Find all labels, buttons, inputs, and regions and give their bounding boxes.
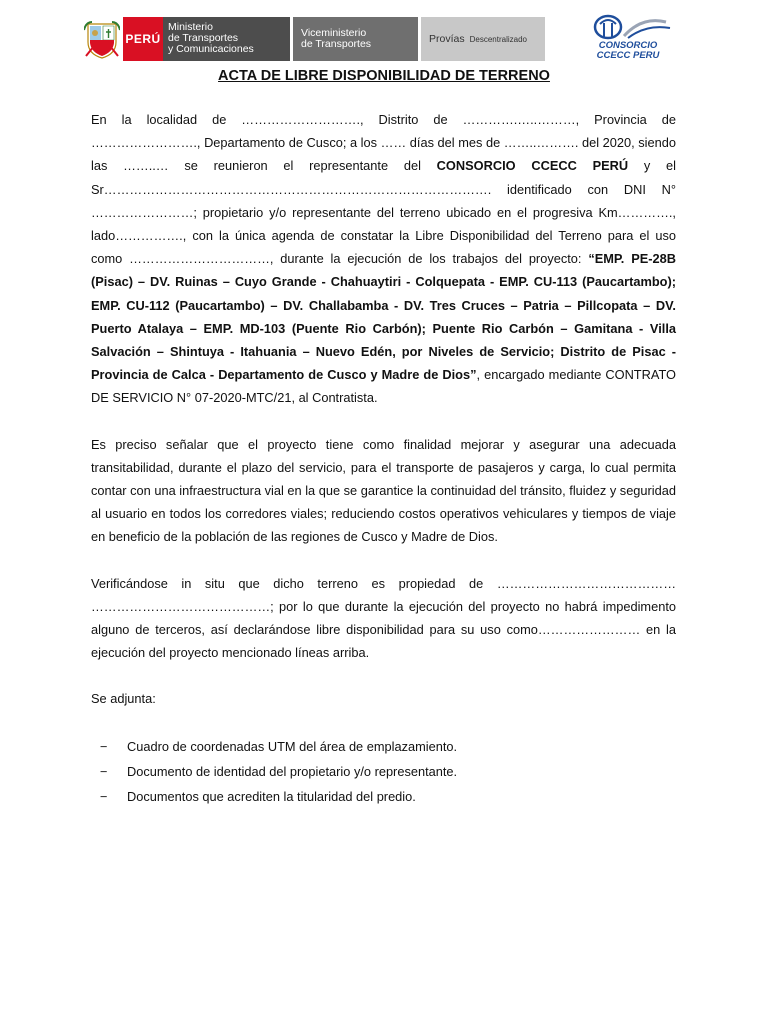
intro-text: En la localidad de ………………………., Distrito de ………….…..………, Provincia de ……………………., Departamento de Cusco; a los …… días del mes de ……..………. del 2020, siendo las ……..… se reunieron el representante del <box>91 112 676 174</box>
ministry-line: Ministerio <box>168 21 213 33</box>
viceministry-line: de Transportes <box>301 38 372 50</box>
consorcio-logo <box>580 14 676 64</box>
paragraph-intro <box>91 108 676 410</box>
consortium-name: CONSORCIO CCECC PERÚ <box>436 158 629 174</box>
attachment-text: Documentos que acrediten la titularidad del predio. <box>127 788 416 804</box>
attachments-label: Se adjunta: <box>91 691 156 707</box>
consorcio-name: CONSORCIO <box>598 40 658 51</box>
list-item <box>91 759 676 784</box>
provias-label: Provías <box>429 33 465 45</box>
bullet-dash: − <box>100 738 108 754</box>
ministry-line: de Transportes <box>168 32 239 44</box>
list-item <box>91 784 676 809</box>
ministry-block <box>163 17 290 61</box>
peru-coat-of-arms-icon <box>84 20 120 60</box>
provias-block <box>421 17 545 61</box>
attachment-text: Documento de identidad del propietario y/o representante. <box>127 763 458 779</box>
viceministry-line: Viceministerio <box>301 27 367 39</box>
bullet-dash: − <box>100 763 108 779</box>
document-body <box>91 108 676 809</box>
document-header <box>0 0 768 70</box>
viceministry-block <box>293 17 418 61</box>
attachment-text: Cuadro de coordenadas UTM del área de emplazamiento. <box>127 738 458 754</box>
peru-brand-block <box>123 17 163 61</box>
intro-text: y el Sr………………………………………………………………………………. identificado con DNI N° ……………………; propietario y/o representante del terreno ubicado en el progresiva Km…………., lado……………., con la única agenda de constatar la Libre Disponibilidad del Terreno para el uso como ……………………………, durante la ejecución de los trabajos del proyecto: <box>91 158 676 267</box>
attachments-list <box>91 734 676 809</box>
paragraph-verification: Verificándose in situ que dicho terreno es propiedad de …………………………………… ……………………………………; por lo que durante la ejecución del proyecto no habrá impedimento alguno de terceros, así declarándose libre disponibilidad para su uso como…………………… en la ejecución del proyecto mencionado líneas arriba. <box>91 575 676 661</box>
intro-text: , encargado mediante CONTRATO DE SERVICIO N° 07-2020-MTC/21, al Contratista. <box>91 367 676 406</box>
list-item <box>91 734 676 759</box>
peru-label: PERÚ <box>125 32 161 46</box>
bullet-dash: − <box>100 788 108 804</box>
provias-sublabel: Descentralizado <box>469 34 527 44</box>
consorcio-subname: CCECC PERU <box>596 50 660 61</box>
document-title: ACTA DE LIBRE DISPONIBILIDAD DE TERRENO <box>218 68 550 84</box>
project-name: “EMP. PE-28B (Pisac) – DV. Ruinas – Cuyo Grande - Chahuaytiri - Colquepata - EMP. CU-113 (Paucartambo); EMP. CU-112 (Paucartambo) – DV. Challabamba - DV. Tres Cruces – Patria – Pillcopata – DV. Puerto Atalaya – EMP. MD-103 (Puente Rio Carbón); Puente Rio Carbón – Gamitana - Villa Salvación – Shintuya - Itahuania – Nuevo Edén, por Niveles de Servicio; Distrito de Pisac - Provincia de Calca - Departamento de Cusco y Madre de Dios” <box>91 251 676 383</box>
paragraph-purpose: Es preciso señalar que el proyecto tiene como finalidad mejorar y asegurar una adecuada transitabilidad, durante el plazo del servicio, para el transporte de pasajeros y carga, lo cual permita contar con una infraestructura vial en la que se garantice la continuidad del tránsito, fluidez y seguridad al usuario en todos los corredores viales; reduciendo costos operativos vehiculares y tiempos de viaje en beneficio de la población de las regiones de Cusco y Madre de Dios. <box>91 436 676 545</box>
ministry-line: y Comunicaciones <box>168 43 254 55</box>
